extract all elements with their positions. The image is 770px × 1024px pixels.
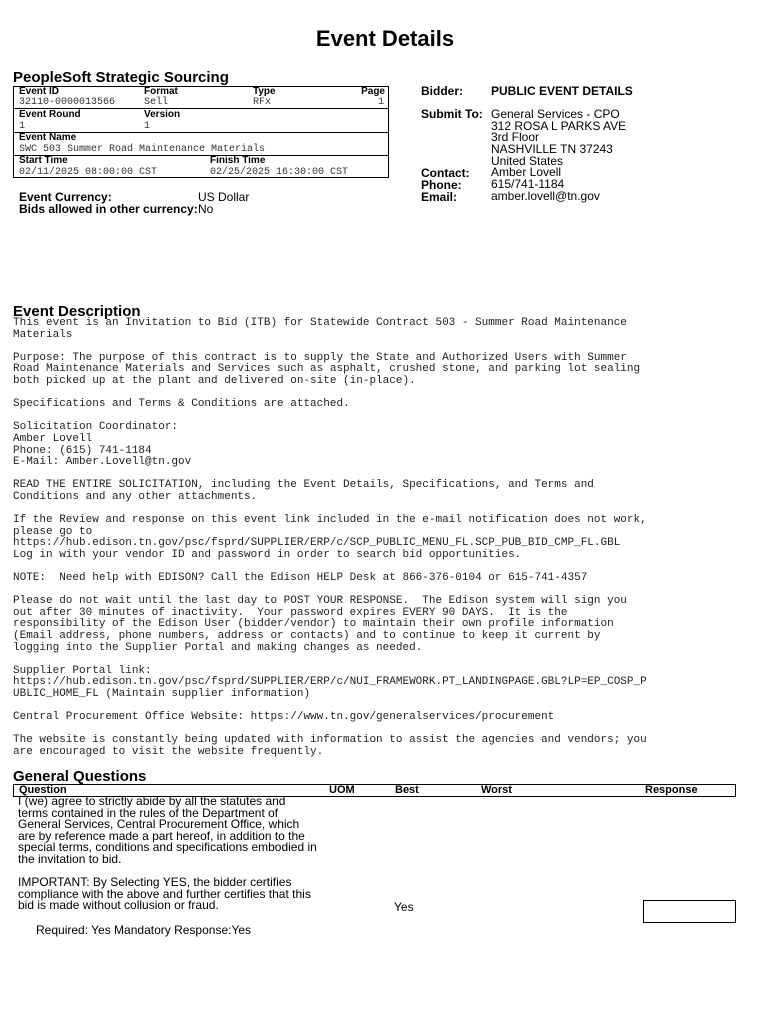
- event-id-label: Event ID: [19, 86, 60, 97]
- bidder-value: PUBLIC EVENT DETAILS: [491, 84, 633, 98]
- description-body: This event is an Invitation to Bid (ITB) for Statewide Contract 503 - Summer Road Maintenance Materials Purpose: The purpose of this contract is to supply the State and Authorized Users with Summer Road Maintenance Materials and Services such as asphalt, crushed stone, and parking lot sealing both picked up at the plant and delivered on-site (in-place). Specifications and Terms & Conditions are attached. Solicitation Coordinator: Amber Lovell Phone: (615) 741-1184 E-Mail: Amber.Lovell@tn.gov READ THE ENTIRE SOLICITATION, including the Event Details, Specifications, and Terms and Conditions and any other attachments. If the Review and response on this event link included in the e-mail notification does not work, please go to https://hub.edison.tn.gov/psc/fsprd/SUPPLIER/ERP/c/SCP_PUBLIC_MENU_FL.SCP_PUB_BID_CMP_FL.GBL Log in with your vendor ID and password in order to search bid opportunities. NOTE: Need help with EDISON? Call the Edison HELP Desk at 866-376-0104 or 615-741-4357 Please do not wait until the last day to POST YOUR RESPONSE. The Edison system will sign you out after 30 minutes of inactivity. Your password expires EVERY 90 DAYS. It is the responsibility of the Edison User (bidder/vendor) to maintain their own profile information (Email address, phone numbers, address or contacts) and to continue to keep it current by logging into the Supplier Portal and making changes as needed. Supplier Portal link: https://hub.edison.tn.gov/psc/fsprd/SUPPLIER/ERP/c/NUI_FRAMEWORK.PT_LANDINGPAGE.GBL?LP=EP_COSP_P UBLIC_HOME_FL (Maintain supplier information) Central Procurement Office Website: https://www.tn.gov/generalservices/procurement The website is constantly being updated with information to assist the agencies and vendors; you are encouraged to visit the website frequently.: [13, 317, 647, 758]
- col-response: Response: [645, 784, 698, 796]
- col-best: Best: [395, 784, 419, 796]
- type-value: RFx: [253, 97, 272, 108]
- contact-label: Contact:: [421, 166, 470, 180]
- contact-phone: 615/741-1184: [491, 177, 565, 191]
- submit-to-line: 312 ROSA L PARKS AVE: [491, 119, 627, 133]
- description-heading: Event Description: [13, 303, 141, 320]
- page-title: Event Details: [315, 26, 455, 51]
- version-value: 1: [144, 121, 151, 132]
- event-currency-label: Event Currency:: [19, 190, 112, 204]
- response-input[interactable]: [643, 900, 736, 923]
- page-label: Page: [361, 86, 385, 97]
- event-name-label: Event Name: [19, 132, 77, 143]
- event-header-box: [13, 86, 389, 178]
- page-value: 1: [377, 97, 384, 108]
- question-paragraph: IMPORTANT: By Selecting YES, the bidder certifies compliance with the above and further certifies that this bid is made without collusion or fraud.: [18, 875, 311, 913]
- other-currency-label: Bids allowed in other currency:: [19, 202, 198, 216]
- col-worst: Worst: [481, 784, 512, 796]
- best-value: Yes: [394, 900, 414, 914]
- submit-to-line: 3rd Floor: [491, 130, 540, 144]
- finish-time-value: 02/25/2025 16:30:00 CST: [210, 167, 349, 178]
- version-label: Version: [144, 109, 181, 120]
- finish-time-label: Finish Time: [210, 155, 266, 166]
- start-time-value: 02/11/2025 08:00:00 CST: [19, 167, 158, 178]
- required-text: Required: Yes Mandatory Response:Yes: [36, 923, 252, 937]
- event-round-label: Event Round: [19, 109, 81, 120]
- event-id-value: 32110-0000013566: [19, 97, 116, 108]
- contact-email: amber.lovell@tn.gov: [491, 189, 600, 203]
- event-round-value: 1: [19, 121, 26, 132]
- bidder-label: Bidder:: [421, 84, 463, 98]
- submit-to-line: United States: [491, 154, 564, 168]
- question-text: [18, 796, 318, 912]
- contact-name: Amber Lovell: [491, 165, 562, 179]
- submit-to-label: Submit To:: [421, 107, 483, 121]
- submit-to-line: NASHVILLE TN 37243: [491, 142, 613, 156]
- col-question: Question: [19, 784, 67, 796]
- event-currency-value: US Dollar: [198, 190, 250, 204]
- section-title: PeopleSoft Strategic Sourcing: [13, 69, 229, 86]
- row-divider: [14, 155, 388, 156]
- other-currency-value: No: [198, 202, 214, 216]
- question-paragraph: I (we) agree to strictly abide by all the statutes and terms contained in the rules of the Department of General Services, Central Procurement Office, which are by reference made a part hereof, in addition to the special terms, conditions and specifications embodied in the invitation to bid.: [18, 794, 317, 866]
- col-uom: UOM: [329, 784, 355, 796]
- general-questions-heading: General Questions: [13, 768, 147, 785]
- type-label: Type: [253, 86, 276, 97]
- phone-label: Phone:: [421, 178, 462, 192]
- start-time-label: Start Time: [19, 155, 68, 166]
- submit-to-line: General Services - CPO: [491, 107, 620, 121]
- email-label: Email:: [421, 190, 458, 204]
- format-value: Sell: [144, 97, 169, 108]
- format-label: Format: [144, 86, 178, 97]
- event-name-value: SWC 503 Summer Road Maintenance Materials: [19, 144, 266, 155]
